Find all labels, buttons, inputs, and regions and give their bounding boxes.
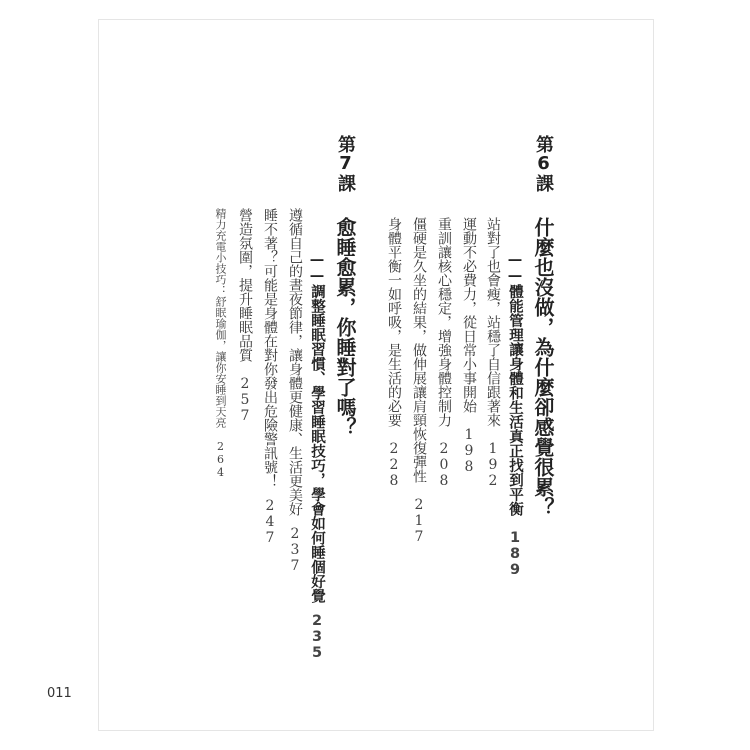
lesson-6-subtitle-text: ——體能管理讓身體和生活真正找到平衡 (507, 252, 523, 516)
item-text: 遵循自己的晝夜節律，讓身體更健康、生活更美好 (287, 208, 303, 516)
lesson-6-item (435, 217, 453, 489)
item-page: 237 (287, 526, 303, 574)
item-page: 208 (436, 441, 452, 489)
lesson-7-number: 第7課 (335, 135, 356, 192)
tip-text: 精力充電小技巧：舒眠瑜伽，讓你安睡到天亮 (214, 208, 227, 428)
item-page: 247 (262, 498, 278, 546)
lesson-6-item (410, 217, 428, 545)
item-text: 睡不著？可能是身體在對你發出危險警訊號！ (262, 208, 278, 488)
item-page: 217 (411, 497, 427, 545)
page-number: 011 (47, 686, 72, 701)
lesson-7-subtitle-text: ——調整睡眠習慣、學習睡眠技巧，學會如何睡個好覺 (309, 252, 325, 603)
item-text: 重訓讓核心穩定，增強身體控制力 (436, 217, 452, 427)
lesson-6-title: 什麼也沒做，為什麼卻感覺很累？ (531, 217, 555, 517)
lesson-7-item (236, 208, 254, 424)
lesson-7-tip (213, 208, 227, 479)
item-text: 身體平衡一如呼吸，是生活的必要 (386, 217, 402, 427)
lesson-7-item (286, 208, 304, 574)
lesson-6-item (460, 217, 478, 475)
lesson-6-item (484, 217, 502, 489)
lesson-7-subtitle-page: 235 (309, 613, 325, 661)
book-page (99, 20, 653, 730)
item-page: 192 (485, 441, 501, 489)
lesson-6-number: 第6課 (533, 135, 554, 192)
lesson-7-subtitle (308, 252, 326, 661)
lesson-6-item (385, 217, 403, 489)
lesson-6-subtitle-page: 189 (507, 530, 523, 578)
item-text: 僵硬是久坐的結果，做伸展讓肩頸恢復彈性 (411, 217, 427, 483)
item-text: 站對了也會瘦，站穩了自信跟著來 (485, 217, 501, 427)
lesson-6-subtitle (506, 252, 524, 578)
lesson-7-item (261, 208, 279, 546)
lesson-7-title: 愈睡愈累，你睡對了嗎？ (333, 217, 357, 437)
tip-page: 264 (214, 440, 227, 479)
item-text: 營造氛圍，提升睡眠品質 (237, 208, 253, 362)
item-page: 257 (237, 376, 253, 424)
item-page: 228 (386, 441, 402, 489)
item-page: 198 (461, 427, 477, 475)
item-text: 運動不必費力，從日常小事開始 (461, 217, 477, 413)
